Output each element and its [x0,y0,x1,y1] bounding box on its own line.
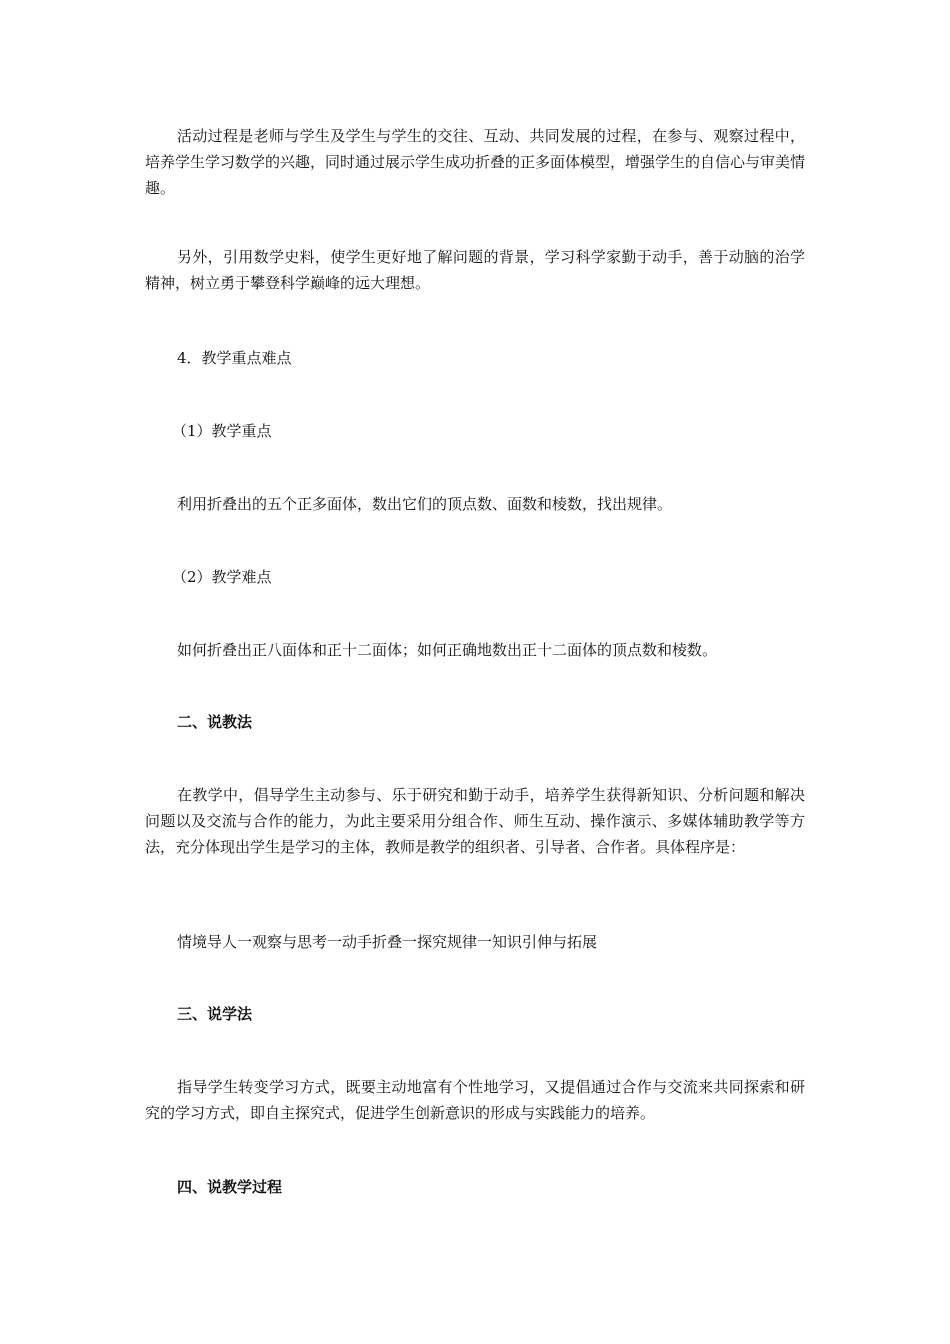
paragraph-procedure: 情境导人一观察与思考一动手折叠一探究规律一知识引伸与拓展 [177,933,598,951]
paragraph-teaching-method: 在教学中，倡导学生主动参与、乐于研究和勤于动手，培养学生获得新知识、分析问题和解决问题以及交流与合作的能力，为此主要采用分组合作、师生互动、操作演示、多媒体辅助教学等方法，充分体现出学生是学习的主体，教师是教学的组织者、引导者、合作者。具体程序是： [145,786,805,856]
paragraph-learning-method: 指导学生转变学习方式，既要主动地富有个性地学习，又提倡通过合作与交流来共同探索和研究的学习方式，即自主探究式，促进学生创新意识的形成与实践能力的培养。 [145,1078,805,1122]
paragraph-math-history: 另外，引用数学史料，使学生更好地了解问题的背景，学习科学家勤于动手，善于动脑的治学精神，树立勇于攀登科学巅峰的远大理想。 [145,248,805,292]
paragraph-activity-process: 活动过程是老师与学生及学生与学生的交往、互动、共同发展的过程，在参与、观察过程中，培养学生学习数学的兴趣，同时通过展示学生成功折叠的正多面体模型，增强学生的自信心与审美情趣。 [145,127,806,197]
paragraph-key-points: 利用折叠出的五个正多面体，数出它们的顶点数、面数和棱数，找出规律。 [177,495,673,513]
heading-learning-method: 三、说学法 [177,1005,253,1023]
paragraph-difficult-points: 如何折叠出正八面体和正十二面体；如何正确地数出正十二面体的顶点数和棱数。 [177,641,718,659]
section-item-4: 4．教学重点难点 [177,349,292,367]
subheading-key-points: （1）教学重点 [172,422,272,440]
heading-teaching-method: 二、说教法 [177,713,253,731]
subheading-difficult-points: （2）教学难点 [172,568,272,586]
heading-teaching-process: 四、说教学过程 [177,1178,283,1196]
